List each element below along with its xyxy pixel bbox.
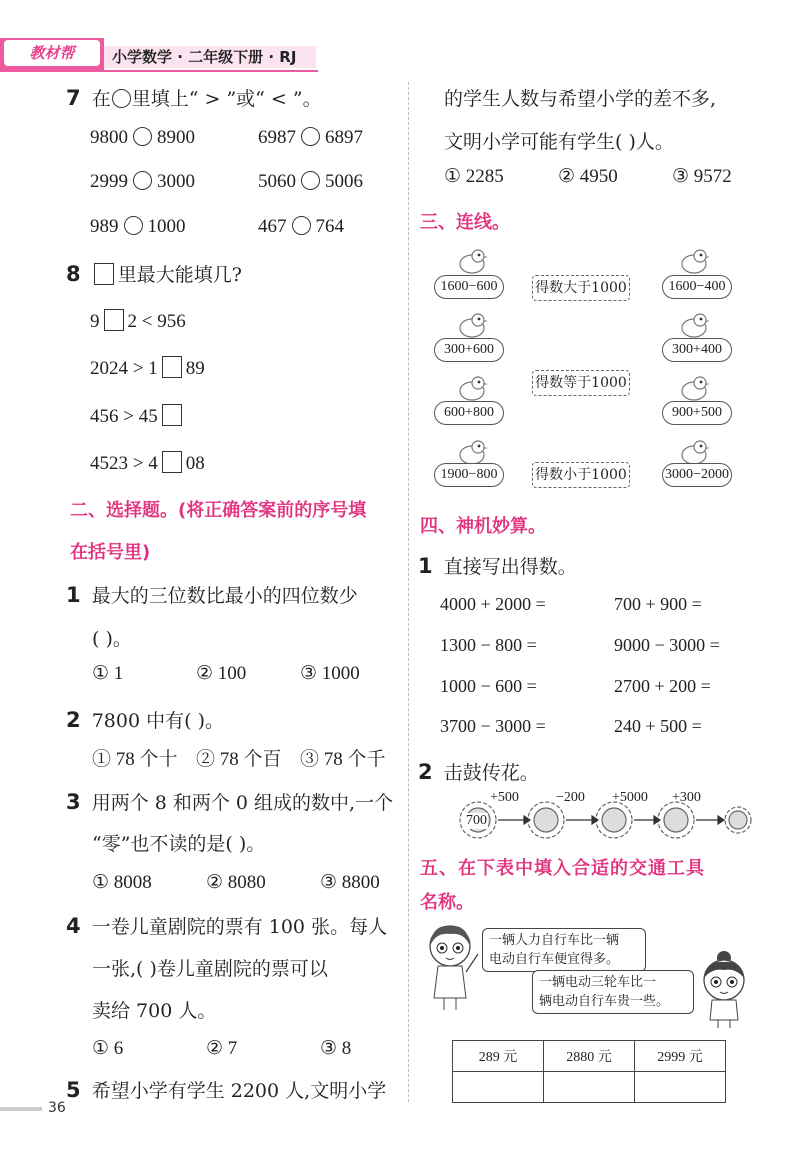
- option-2[interactable]: ② 8080: [206, 872, 266, 893]
- answer-circle[interactable]: [133, 127, 152, 146]
- table-row: [453, 1041, 726, 1072]
- header-underline: [0, 70, 318, 72]
- number: 989: [90, 216, 119, 237]
- expression-cloud[interactable]: 1600−600: [434, 275, 504, 299]
- section-3-title: 三、连线。: [420, 212, 510, 233]
- choice-question-1: [66, 581, 358, 608]
- answer-circle[interactable]: [301, 171, 320, 190]
- calc-item[interactable]: 2700 + 200 =: [614, 676, 711, 696]
- compare-row: [90, 216, 186, 238]
- section-2-title-cont: 在括号里): [70, 542, 151, 563]
- option-2[interactable]: ② 4950: [558, 166, 618, 187]
- compare-row: [90, 127, 195, 149]
- bubble-line: 一辆电动三轮车比一: [539, 975, 657, 990]
- number: 467: [258, 216, 287, 237]
- column-divider: [408, 82, 409, 1102]
- calc-item[interactable]: 9000 − 3000 =: [614, 635, 720, 655]
- expression-cloud[interactable]: 300+400: [662, 338, 732, 362]
- question-text: 一卷儿童剧院的票有 100 张。每人: [91, 916, 388, 938]
- calc-question-1: [418, 552, 577, 579]
- compare-row: [258, 127, 363, 149]
- choice-question-4: [66, 912, 387, 939]
- answer-box[interactable]: [162, 404, 182, 426]
- girl-illustration-icon: [420, 918, 486, 1014]
- expr-pre: 2024 > 1: [90, 358, 158, 379]
- answer-box[interactable]: [162, 356, 182, 378]
- bird-icon: [456, 310, 490, 340]
- number: 764: [315, 216, 344, 237]
- calc-item[interactable]: 1000 − 600 =: [440, 676, 537, 696]
- flower-icon: [596, 802, 632, 838]
- expression-cloud[interactable]: 1900−800: [434, 463, 504, 487]
- result-box[interactable]: 得数小于1000: [532, 462, 630, 488]
- fill-row: [90, 356, 205, 380]
- option-1[interactable]: ① 78 个十: [92, 749, 178, 770]
- expression-cloud[interactable]: 900+500: [662, 401, 732, 425]
- question-number: 2: [418, 760, 433, 784]
- question-number: 8: [66, 262, 81, 286]
- vehicle-price-table: [452, 1040, 726, 1103]
- question-text: 最大的三位数比最小的四位数少: [91, 585, 358, 607]
- operation-label: +500: [490, 790, 519, 805]
- question-text-cont: “零”也不读的是( )。: [92, 833, 266, 855]
- answer-cell[interactable]: [635, 1072, 726, 1103]
- answer-circle[interactable]: [133, 171, 152, 190]
- footer-bar: [0, 1107, 42, 1111]
- operation-label: +300: [672, 790, 701, 805]
- answer-box[interactable]: [162, 451, 182, 473]
- number: 1000: [147, 216, 186, 237]
- compare-row: [258, 216, 344, 238]
- operation-label: −200: [556, 790, 585, 805]
- expression-cloud[interactable]: 1600−400: [662, 275, 732, 299]
- question-text: 7800 中有( )。: [91, 710, 224, 732]
- choice-question-5: [66, 1076, 386, 1103]
- price-cell: 2999 元: [635, 1041, 726, 1072]
- expr-post: 08: [185, 453, 205, 474]
- question-text: 击鼓传花。: [443, 762, 539, 784]
- calc-item[interactable]: 700 + 900 =: [614, 594, 702, 614]
- compare-row: [90, 171, 195, 193]
- question-text-cont: 文明小学可能有学生( )人。: [444, 131, 674, 153]
- page-title: 小学数学 · 二年级下册 · RJ: [104, 46, 316, 68]
- speech-bubble-2: [532, 970, 694, 1014]
- question-7: [66, 84, 322, 111]
- bubble-line: 电动自行车便宜得多。: [489, 952, 620, 967]
- question-number: 1: [418, 554, 433, 578]
- section-2-title: 二、选择题。(将正确答案前的序号填: [70, 500, 367, 521]
- answer-box[interactable]: [104, 309, 124, 331]
- option-1[interactable]: ① 8008: [92, 872, 152, 893]
- flower-icon: [658, 802, 694, 838]
- option-1[interactable]: ① 2285: [444, 166, 504, 187]
- number: 8900: [157, 127, 195, 148]
- calc-question-2: [418, 758, 539, 785]
- expression-cloud[interactable]: 600+800: [434, 401, 504, 425]
- brand-badge: 教材帮: [4, 40, 100, 66]
- compare-row: [258, 171, 363, 193]
- table-row: [453, 1072, 726, 1103]
- calc-item[interactable]: 1300 − 800 =: [440, 635, 537, 655]
- answer-circle[interactable]: [301, 127, 320, 146]
- number: 9800: [90, 127, 128, 148]
- option-3[interactable]: ③ 9572: [672, 166, 732, 187]
- option-1[interactable]: ① 6: [92, 1038, 124, 1059]
- answer-cell[interactable]: [453, 1072, 544, 1103]
- question-number: 7: [66, 86, 81, 110]
- bubble-line: 辆电动自行车贵一些。: [539, 994, 670, 1009]
- question-8: [66, 260, 242, 287]
- number: 3000: [157, 171, 195, 192]
- bubble-line: 一辆人力自行车比一辆: [489, 933, 620, 948]
- calc-item[interactable]: 3700 − 3000 =: [440, 716, 546, 736]
- question-prompt: 里最大能填几?: [117, 264, 242, 286]
- number: 5060: [258, 171, 296, 192]
- expr-pre: 9: [90, 311, 100, 332]
- number: 2999: [90, 171, 128, 192]
- start-value: 700: [466, 813, 487, 828]
- number: 6987: [258, 127, 296, 148]
- flower-icon: [725, 807, 751, 833]
- question-text: 希望小学有学生 2200 人,文明小学: [91, 1080, 387, 1102]
- question-text-cont: 一张,( )卷儿童剧院的票可以: [92, 958, 328, 980]
- page-number: 36: [48, 1100, 66, 1116]
- option-1[interactable]: ① 1: [92, 663, 124, 684]
- option-2[interactable]: ② 78 个百: [196, 749, 282, 770]
- section-5-title-cont: 名称。: [420, 892, 474, 913]
- question-text-cont: 的学生人数与希望小学的差不多,: [444, 88, 717, 110]
- calc-item[interactable]: 4000 + 2000 =: [440, 594, 546, 614]
- question-number: 2: [66, 708, 81, 732]
- section-4-title: 四、神机妙算。: [420, 516, 546, 537]
- fill-row: [90, 451, 205, 475]
- option-3[interactable]: ③ 1000: [300, 663, 360, 684]
- expr-post: 2 < 956: [127, 311, 186, 332]
- result-box[interactable]: 得数等于1000: [532, 370, 630, 396]
- answer-cell[interactable]: [544, 1072, 635, 1103]
- girl-with-bun-illustration-icon: [690, 950, 760, 1030]
- answer-blank[interactable]: ( )。: [92, 628, 132, 650]
- prompt-part: 在: [91, 88, 111, 110]
- choice-question-2: [66, 706, 224, 733]
- option-3[interactable]: ③ 8800: [320, 872, 380, 893]
- bird-icon: [456, 373, 490, 403]
- operation-label: +5000: [612, 790, 648, 805]
- option-2[interactable]: ② 7: [206, 1038, 238, 1059]
- answer-circle[interactable]: [124, 216, 143, 235]
- speech-bubble-1: [482, 928, 646, 972]
- answer-circle[interactable]: [292, 216, 311, 235]
- expression-cloud[interactable]: 300+600: [434, 338, 504, 362]
- price-cell: 2880 元: [544, 1041, 635, 1072]
- prompt-part: 里填上“ > ”或“ < ”。: [131, 88, 322, 110]
- question-number: 4: [66, 914, 81, 938]
- circle-blank-icon: [112, 89, 131, 108]
- option-2[interactable]: ② 100: [196, 663, 247, 684]
- question-text: 用两个 8 和两个 0 组成的数中,一个: [91, 792, 394, 814]
- expr-post: 89: [185, 358, 205, 379]
- expr-pre: 4523 > 4: [90, 453, 158, 474]
- result-box[interactable]: 得数大于1000: [532, 275, 630, 301]
- square-blank-icon: [94, 263, 114, 285]
- number: 6897: [325, 127, 363, 148]
- price-cell: 289 元: [453, 1041, 544, 1072]
- option-3[interactable]: ③ 78 个千: [300, 749, 386, 770]
- question-text-cont: 卖给 700 人。: [92, 1000, 217, 1022]
- bird-icon: [678, 373, 712, 403]
- expr-pre: 456 > 45: [90, 406, 158, 427]
- expression-cloud[interactable]: 3000−2000: [662, 463, 732, 487]
- fill-row: [90, 404, 186, 428]
- fill-row: [90, 309, 186, 333]
- question-number: 1: [66, 583, 81, 607]
- option-3[interactable]: ③ 8: [320, 1038, 352, 1059]
- calc-item[interactable]: 240 + 500 =: [614, 716, 702, 736]
- section-5-title: 五、在下表中填入合适的交通工具: [420, 858, 705, 879]
- choice-question-3: [66, 788, 393, 815]
- flower-icon: [528, 802, 564, 838]
- bird-icon: [678, 246, 712, 276]
- bird-icon: [456, 246, 490, 276]
- bird-icon: [678, 310, 712, 340]
- question-number: 5: [66, 1078, 81, 1102]
- question-text: 直接写出得数。: [443, 556, 577, 578]
- number: 5006: [325, 171, 363, 192]
- question-number: 3: [66, 790, 81, 814]
